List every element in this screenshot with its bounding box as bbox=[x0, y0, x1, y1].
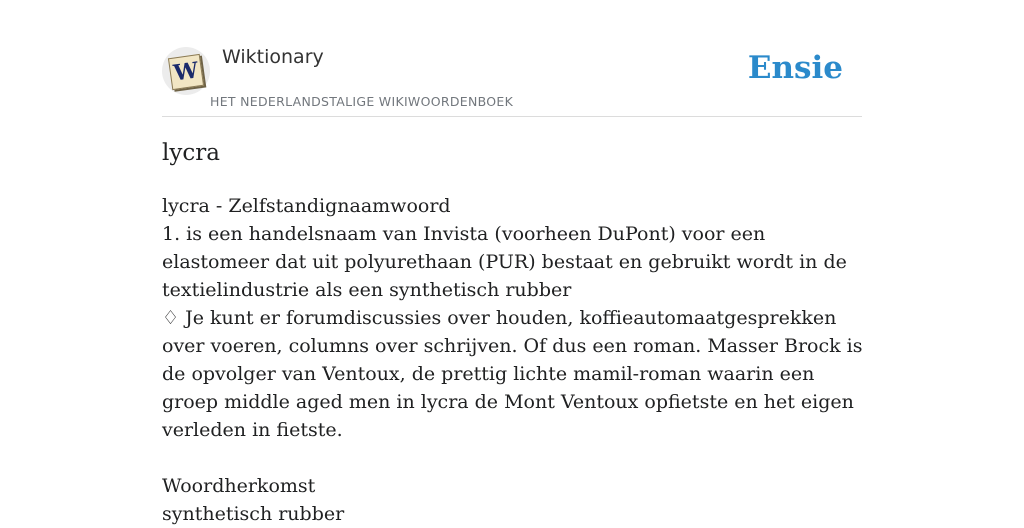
word-class-line: lycra - Zelfstandignaamwoord bbox=[162, 195, 451, 217]
wiktionary-logo-tile: W bbox=[168, 54, 204, 90]
entry-content bbox=[162, 192, 866, 528]
spacer bbox=[162, 444, 866, 472]
entry-title: lycra bbox=[162, 140, 220, 166]
etymology-heading: Woordherkomst bbox=[162, 475, 316, 497]
ensie-brand-logo[interactable]: Ensie bbox=[747, 50, 843, 86]
site-header bbox=[162, 40, 862, 117]
example-sentence: ♢ Je kunt er forumdiscussies over houden, koffieautomaatgesprekken over voeren, columns over schrijven. Of dus een roman. Masser Brock is de opvolger van Ventoux, de prettig lichte mamil-roman waarin een groep middle aged men in lycra de Mont Ventoux opfietste en het eigen verleden in fietste. bbox=[162, 307, 863, 441]
site-name[interactable]: Wiktionary bbox=[222, 46, 324, 68]
definition: 1. is een handelsnaam van Invista (voorheen DuPont) voor een elastomeer dat uit polyurethaan (PUR) bestaat en gebruikt wordt in de textielindustrie als een synthetisch rubber bbox=[162, 223, 847, 301]
etymology-text: synthetisch rubber bbox=[162, 503, 345, 525]
wiktionary-logo[interactable] bbox=[162, 47, 210, 95]
site-subtitle: HET NEDERLANDSTALIGE WIKIWOORDENBOEK bbox=[210, 94, 514, 109]
